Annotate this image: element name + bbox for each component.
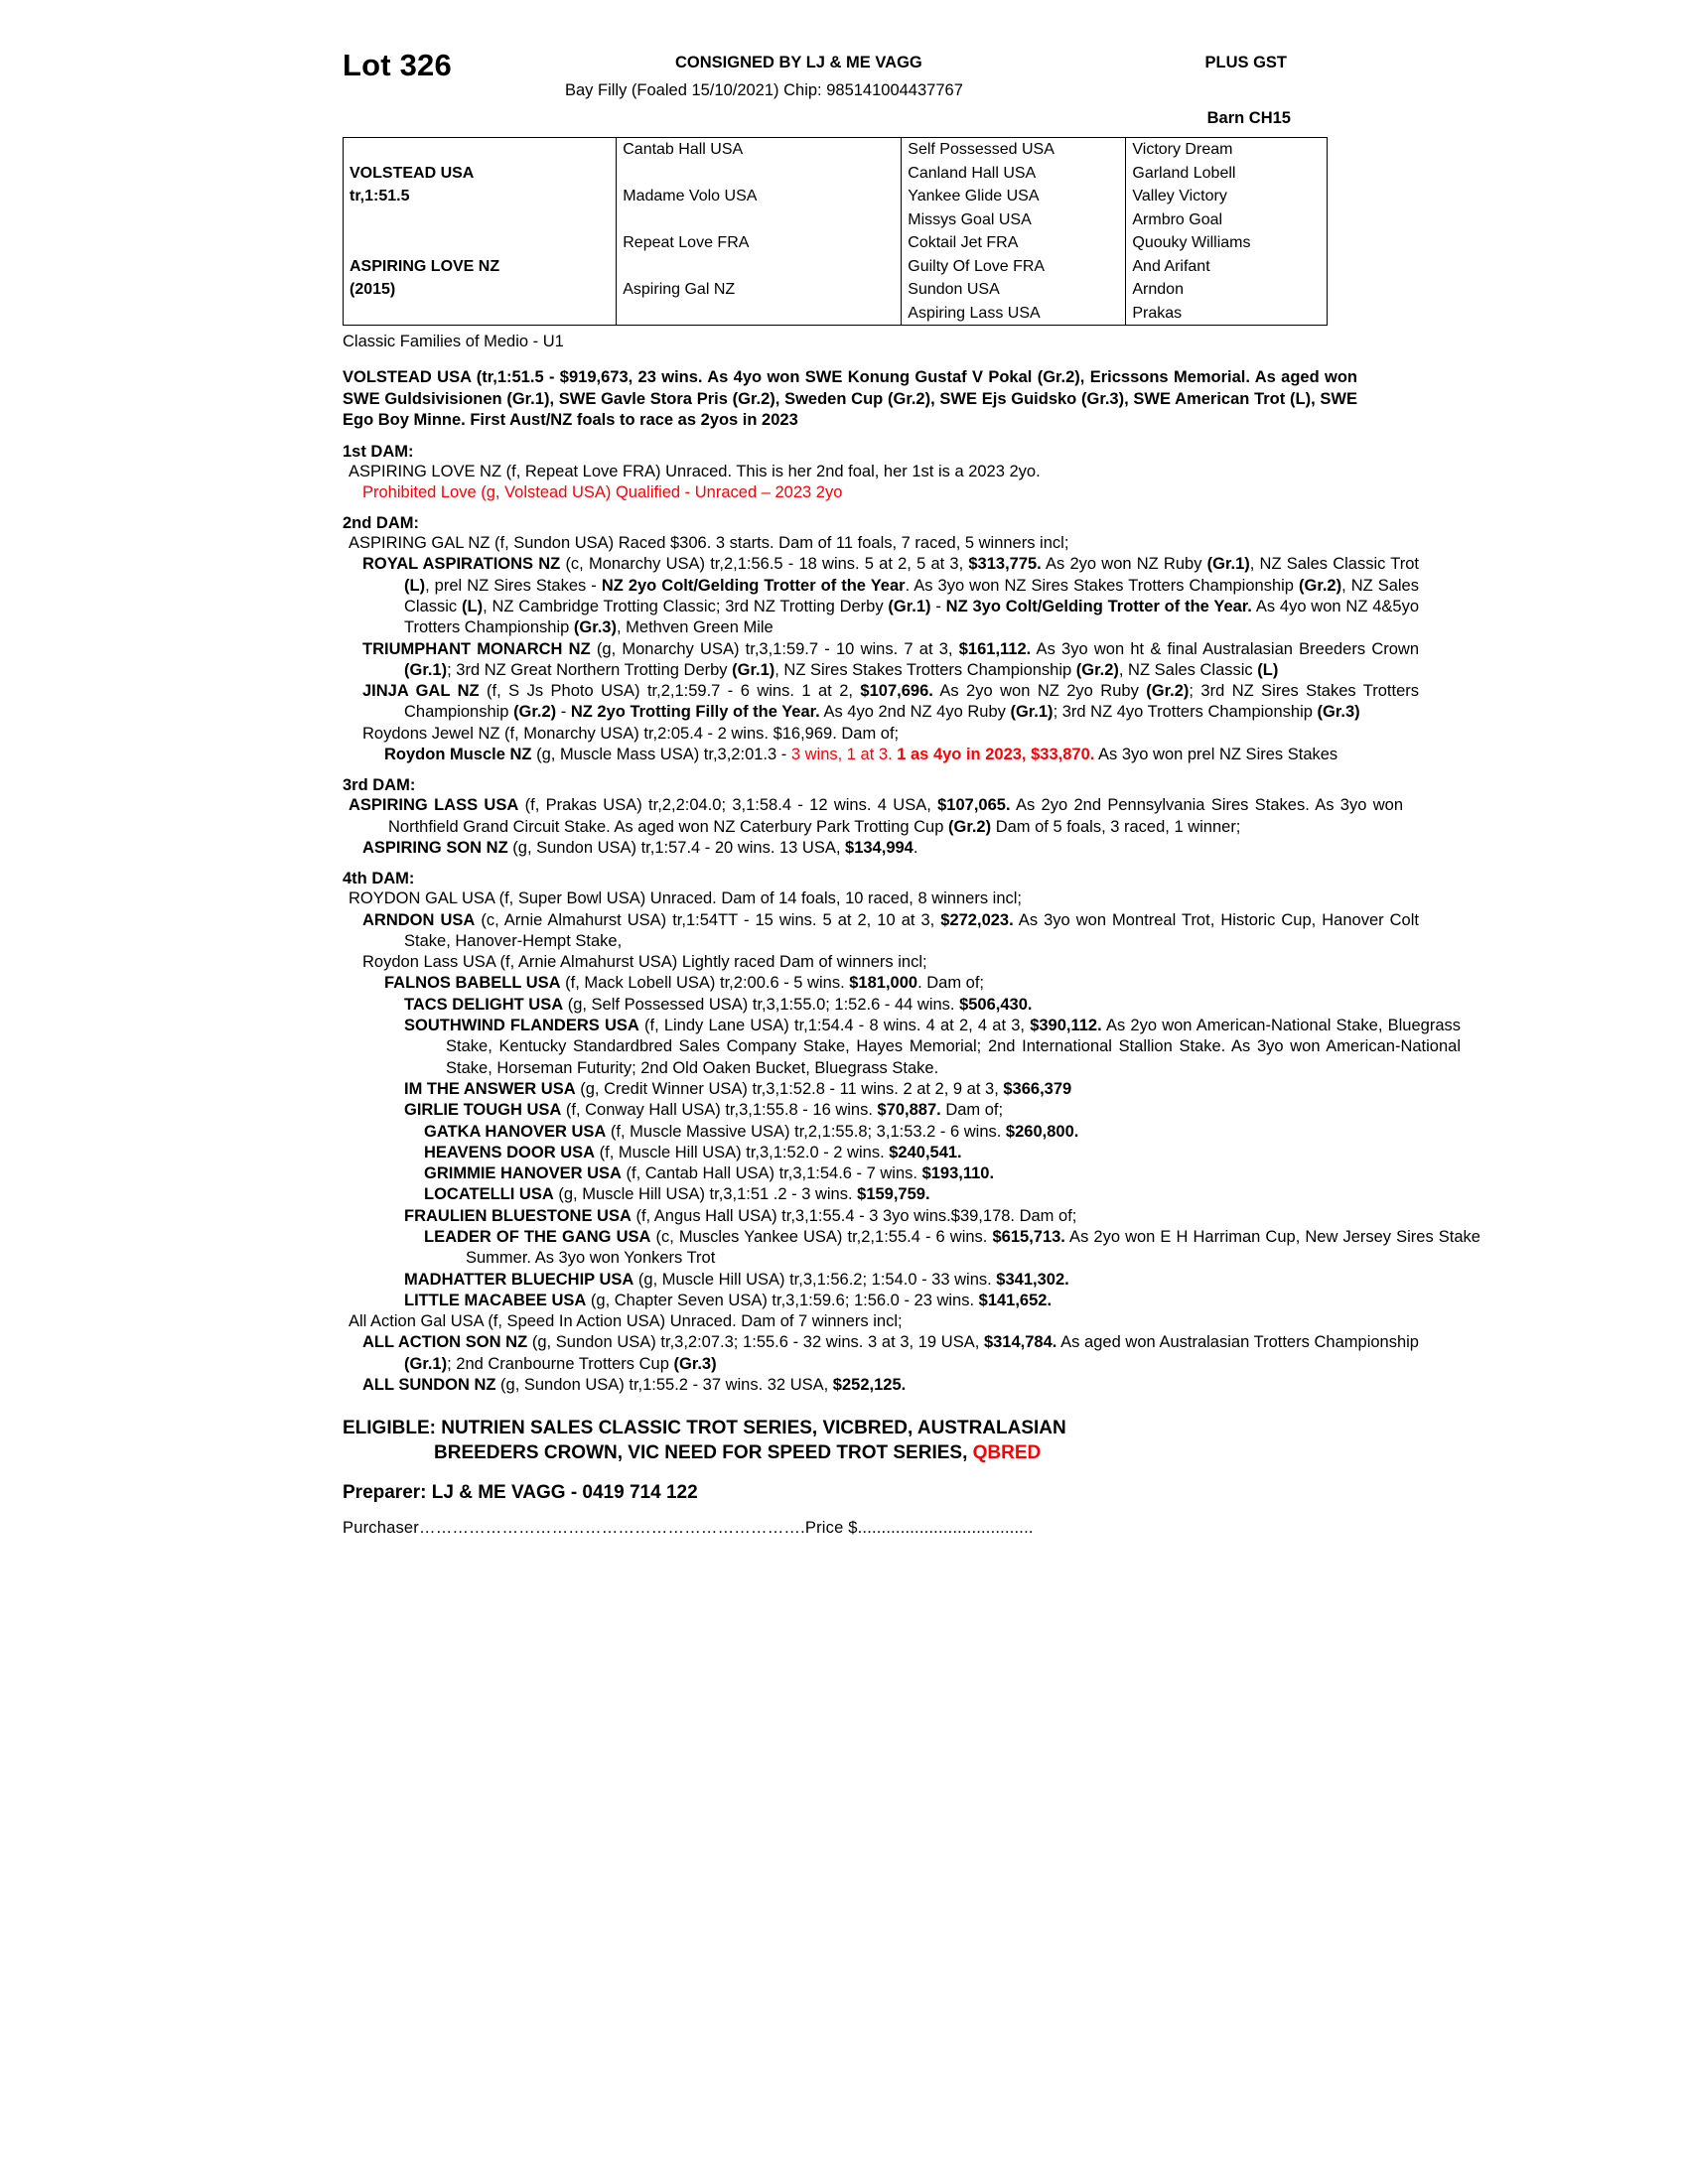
entry-text: . As 3yo won NZ Sires Stakes Trotters Championship (905, 576, 1299, 595)
entry-text: (Gr.3) (573, 618, 617, 637)
entry-text: - (930, 597, 946, 615)
pedigree-entry (343, 838, 1377, 859)
entry-text: (f, S Js Photo USA) tr,2,1:59.7 - 6 wins. 1 at 2, (479, 682, 861, 701)
pedigree-cell: Prakas (1126, 302, 1327, 326)
pedigree-cell: Garland Lobell (1126, 162, 1327, 186)
entry-text: Roydon Lass USA (f, Arnie Almahurst USA) Lightly raced Dam of winners incl; (362, 953, 927, 972)
pedigree-entry (343, 1375, 1419, 1396)
pedigree-entry (343, 973, 1441, 994)
entry-text: FRAULIEN BLUESTONE USA (404, 1206, 632, 1225)
pedigree-entry (343, 952, 1377, 973)
pedigree-cell: And Arifant (1126, 255, 1327, 279)
entry-text: $252,125. (832, 1376, 907, 1395)
pedigree-table (343, 137, 1328, 326)
entry-text: (f, Lindy Lane USA) tr,1:54.4 - 8 wins. 4 at 2, 4 at 3, (638, 1017, 1031, 1035)
entry-text: GRIMMIE HANOVER USA (424, 1164, 622, 1183)
entry-text: (f, Angus Hall USA) tr,3,1:55.4 - 3 3yo wins. (631, 1206, 951, 1225)
sire-performance-blurb: VOLSTEAD USA (tr,1:51.5 - $919,673, 23 wins. As 4yo won SWE Konung Gustaf V Pokal (Gr.2), Ericssons Memorial. As aged won SWE Guldsivisionen (Gr.1), SWE Gavle Stora Pris (Gr.2), Sweden Cup (Gr.2), SWE Ejs Guidsko (Gr.3), SWE American Trot (L), SWE Ego Boy Minne. First Aust/NZ foals to race as 2yos in 2023 (343, 368, 1357, 429)
entry-text: (Gr.2) (1146, 682, 1190, 701)
pedigree-cell: Arndon (1126, 278, 1327, 302)
pedigree-cell (617, 302, 902, 326)
entry-text: As 3yo won Montreal Trot, Historic Cup, Hanover Colt Stake, Hanover-Hempt Stake, (404, 910, 1419, 950)
table-row (344, 162, 1327, 186)
dam-heading: 3rd DAM: (343, 776, 416, 795)
entry-text: ; 3rd NZ 4yo Trotters Championship (1053, 703, 1318, 722)
entry-text: ASPIRING LASS USA (349, 796, 519, 815)
entry-text: As aged won Australasian Trotters Championship (1056, 1333, 1419, 1352)
table-row (344, 138, 1327, 162)
pedigree-cell: Valley Victory (1126, 185, 1327, 208)
classic-families-line: Classic Families of Medio - U1 (343, 333, 564, 350)
entry-text: $366,379 (1003, 1079, 1072, 1098)
entry-text: (g, Muscle Hill USA) tr,3,1:56.2; 1:54.0 - 33 wins. (633, 1270, 997, 1289)
entry-text: ; 3rd NZ Great Northern Trotting Derby (447, 660, 733, 679)
entry-text: TACS DELIGHT USA (404, 995, 564, 1014)
entry-text: $33,870. (1026, 746, 1095, 764)
entry-text: $159,759. (857, 1185, 930, 1204)
preparer-line: Preparer: LJ & ME VAGG - 0419 714 122 (343, 1482, 698, 1504)
plus-gst-label: PLUS GST (1204, 54, 1287, 71)
entry-text: LOCATELLI USA (424, 1185, 554, 1204)
entry-text: As 2yo 2nd Pennsylvania Sires Stakes. As 3yo won Northfield Grand Circuit Stake. As aged won NZ Caterbury Park Trotting Cup (388, 796, 1403, 836)
entry-text: , NZ Cambridge Trotting Classic; 3rd NZ Trotting Derby (483, 597, 889, 615)
pedigree-cell (617, 162, 902, 186)
entry-text: ROYDON GAL USA (f, Super Bowl USA) Unraced. Dam of 14 foals, 10 raced, 8 winners incl; (349, 889, 1022, 908)
pedigree-sire-cell (344, 138, 617, 162)
pedigree-entry (343, 1079, 1461, 1100)
entry-text: (Gr.3) (1317, 703, 1360, 722)
pedigree-entry (343, 639, 1419, 682)
entry-text: $390,112. (1030, 1017, 1102, 1035)
pedigree-cell: Yankee Glide USA (902, 185, 1126, 208)
entry-text: (g, Muscle Hill USA) tr,3,1:51 .2 - 3 wins. (553, 1185, 858, 1204)
entry-text: , NZ Sales Classic (1118, 660, 1258, 679)
entry-text: (Gr.1) (888, 597, 931, 615)
pedigree-cell: Aspiring Gal NZ (617, 278, 902, 302)
entry-text: GATKA HANOVER USA (424, 1122, 607, 1141)
pedigree-entry (343, 1270, 1461, 1291)
entry-text: $260,800. (1005, 1122, 1079, 1141)
pedigree-entry (343, 1163, 1480, 1184)
entry-text: Prohibited Love (g, Volstead USA) Qualified - Unraced – 2023 2yo (362, 482, 843, 501)
entry-text: (Gr.1) (732, 660, 775, 679)
pedigree-spacer-cell (344, 231, 617, 255)
dam-year: (2015) (350, 281, 396, 298)
dam-heading: 2nd DAM: (343, 514, 419, 533)
entry-text: ASPIRING GAL NZ (349, 534, 491, 553)
entry-text: , Methven Green Mile (616, 618, 774, 637)
entry-text: LEADER OF THE GANG USA (424, 1228, 651, 1246)
entry-text: (L) (1257, 660, 1279, 679)
eligibility-block (343, 1416, 1357, 1465)
pedigree-entry (343, 533, 1363, 554)
entry-text: Dam of; (940, 1101, 1004, 1120)
entry-text: ROYAL ASPIRATIONS NZ (362, 555, 561, 574)
entry-text: , prel NZ Sires Stakes - (425, 576, 602, 595)
qbred-badge: QBRED (972, 1442, 1042, 1464)
entry-text: $240,541. (889, 1143, 962, 1161)
entry-text: NZ 2yo Trotting Filly of the Year. (570, 703, 820, 722)
pedigree-entry (343, 910, 1419, 953)
sire-name: VOLSTEAD USA (350, 164, 475, 182)
pedigree-cell: Victory Dream (1126, 138, 1327, 162)
pedigree-cell: Aspiring Lass USA (902, 302, 1126, 326)
entry-text: (g, Sundon USA) tr,1:57.4 - 20 wins. 13 USA, (507, 838, 846, 857)
entry-text: , NZ Sales Classic (404, 576, 1419, 615)
entry-text: NZ 3yo Colt/Gelding Trotter of the Year. (945, 597, 1252, 615)
entry-text: . Dam of; (917, 974, 985, 993)
table-row (344, 185, 1327, 208)
entry-text: GIRLIE TOUGH USA (404, 1101, 562, 1120)
pedigree-cell: Missys Goal USA (902, 208, 1126, 232)
pedigree-entry (343, 482, 1377, 503)
entry-text: (Gr.2) (1298, 576, 1342, 595)
entry-text: ; 3rd NZ Sires Stakes Trotters Championship (404, 682, 1420, 722)
pedigree-entry (343, 1143, 1480, 1163)
pedigree-entry (343, 1122, 1480, 1143)
entry-text: $134,994 (845, 838, 914, 857)
entry-text: (g, Chapter Seven USA) tr,3,1:59.6; 1:56.0 - 23 wins. (586, 1291, 979, 1309)
entry-text: (L) (404, 576, 426, 595)
pedigree-cell: Self Possessed USA (902, 138, 1126, 162)
entry-text: (g, Monarchy USA) tr,3,1:59.7 - 10 wins. 7 at 3, (590, 639, 959, 658)
pedigree-entry (343, 1184, 1480, 1205)
entry-text: , NZ Sires Stakes Trotters Championship (774, 660, 1076, 679)
pedigree-entry (343, 554, 1419, 638)
entry-text: (g, Muscle Mass USA) tr,3,2:01.3 - (531, 746, 791, 764)
entry-text: JINJA GAL NZ (362, 682, 480, 701)
entry-text: $615,713. (992, 1228, 1065, 1246)
entry-text: Roydons Jewel NZ (f, Monarchy USA) tr,2:05.4 - 2 wins. $16,969. Dam of; (362, 724, 900, 743)
pedigree-entry (343, 1100, 1461, 1121)
pedigree-entry (343, 745, 1441, 765)
horse-description: Bay Filly (Foaled 15/10/2021) Chip: 985141004437767 (565, 81, 963, 99)
entry-text: ALL ACTION SON NZ (362, 1333, 528, 1352)
entry-text: (L) (462, 597, 484, 615)
pedigree-entry (343, 1206, 1461, 1227)
entry-text: HEAVENS DOOR USA (424, 1143, 596, 1161)
entry-text: 1 as 4yo in 2023, (897, 746, 1027, 764)
entry-text: FALNOS BABELL USA (384, 974, 561, 993)
eligibility-line-1: ELIGIBLE: NUTRIEN SALES CLASSIC TROT SERIES, VICBRED, AUSTRALASIAN (343, 1418, 1066, 1439)
entry-text: (c, Arnie Almahurst USA) tr,1:54TT - 15 wins. 5 at 2, 10 at 3, (475, 910, 941, 929)
entry-text: As 2yo won E H Harriman Cup, New Jersey Sires Stake Summer. As 3yo won Yonkers Trot (466, 1228, 1480, 1268)
entry-text: ASPIRING SON NZ (362, 838, 508, 857)
entry-text: (Gr.3) (673, 1354, 717, 1373)
entry-text: $39,178. Dam of; (950, 1206, 1077, 1225)
entry-text: $141,652. (978, 1291, 1053, 1309)
pedigree-entry (343, 462, 1363, 482)
consignor-line: CONSIGNED BY LJ & ME VAGG (675, 54, 922, 71)
eligibility-line-2-text: BREEDERS CROWN, VIC NEED FOR SPEED TROT SERIES, (434, 1442, 973, 1464)
page-header (343, 44, 1360, 129)
dam-heading: 4th DAM: (343, 870, 415, 888)
entry-text: (Gr.2) (513, 703, 557, 722)
entry-text: (f, Mack Lobell USA) tr,2:00.6 - 5 wins. (560, 974, 850, 993)
entry-text: $107,696. (860, 682, 933, 701)
pedigree-spacer-cell (344, 208, 617, 232)
pedigree-spacer-cell (344, 302, 617, 326)
dam-sections (343, 442, 1480, 1397)
entry-text: 3 wins, 1 at 3. (790, 746, 898, 764)
entry-text: TRIUMPHANT MONARCH NZ (362, 639, 591, 658)
pedigree-entry (343, 1332, 1419, 1375)
entry-text: ALL SUNDON NZ (362, 1376, 496, 1395)
entry-text: - (556, 703, 571, 722)
entry-text: Roydon Muscle NZ (384, 746, 532, 764)
entry-text: (g, Self Possessed USA) tr,3,1:55.0; 1:52.6 - 44 wins. (563, 995, 960, 1014)
entry-text: . (913, 838, 918, 857)
pedigree-cell: Coktail Jet FRA (902, 231, 1126, 255)
entry-text: (f, Conway Hall USA) tr,3,1:55.8 - 16 wins. (561, 1101, 878, 1120)
entry-text: NZ 2yo Colt/Gelding Trotter of the Year (601, 576, 906, 595)
table-row (344, 255, 1327, 279)
table-row (344, 278, 1327, 302)
entry-text: $272,023. (940, 910, 1014, 929)
entry-text: (f, Sundon USA) Raced $306. 3 starts. Dam of 11 foals, 7 raced, 5 winners incl; (490, 534, 1069, 553)
entry-text: (g, Sundon USA) tr,3,2:07.3; 1:55.6 - 32 wins. 3 at 3, 19 USA, (527, 1333, 984, 1352)
entry-text: (Gr.1) (404, 1354, 448, 1373)
entry-text: (Gr.1) (1010, 703, 1054, 722)
entry-text: , NZ Sales Classic Trot (1249, 555, 1419, 574)
purchaser-line: Purchaser…………………………………………………………….Price $..................................... (343, 1519, 1034, 1538)
entry-text: IM THE ANSWER USA (404, 1079, 576, 1098)
entry-text: (f, Muscle Hill USA) tr,3,1:52.0 - 2 wins. (595, 1143, 890, 1161)
entry-text: MADHATTER BLUECHIP USA (404, 1270, 634, 1289)
pedigree-entry (343, 724, 1377, 745)
entry-text: $107,065. (937, 796, 1011, 815)
pedigree-cell: Cantab Hall USA (617, 138, 902, 162)
entry-text: Dam of 5 foals, 3 raced, 1 winner; (991, 817, 1241, 836)
entry-text: All Action Gal USA (f, Speed In Action USA) Unraced. Dam of 7 winners incl; (349, 1312, 903, 1331)
pedigree-cell: Canland Hall USA (902, 162, 1126, 186)
entry-text: $506,430. (959, 995, 1033, 1014)
entry-text: (f, Muscle Massive USA) tr,2,1:55.8; 3,1:53.2 - 6 wins. (606, 1122, 1006, 1141)
entry-text: As 4yo won NZ 4&5yo Trotters Championship (404, 597, 1419, 637)
barn-label: Barn CH15 (1206, 109, 1291, 127)
entry-text: (Gr.1) (1206, 555, 1250, 574)
entry-text: As 2yo won American-National Stake, Bluegrass Stake, Kentucky Standardbred Sales Company Stake, Hayes Memorial; 2nd International Stallion Stake. As 3yo won American-National Stake, Horseman Futurity; 2nd Old Oaken Bucket, Bluegrass Stake. (446, 1017, 1462, 1077)
pedigree-entry (343, 1311, 1363, 1332)
entry-text: $181,000 (849, 974, 918, 993)
lot-number: Lot 326 (343, 48, 452, 82)
entry-text: (f, Repeat Love FRA) Unraced. This is her 2nd foal, her 1st is a 2023 2yo. (501, 462, 1041, 480)
entry-text: As 2yo won NZ Ruby (1041, 555, 1207, 574)
entry-text: $341,302. (996, 1270, 1069, 1289)
dam-name: ASPIRING LOVE NZ (350, 257, 500, 275)
pedigree-cell: Quouky Williams (1126, 231, 1327, 255)
entry-text: (c, Monarchy USA) tr,2,1:56.5 - 18 wins. 5 at 2, 5 at 3, (560, 555, 969, 574)
pedigree-cell: Repeat Love FRA (617, 231, 902, 255)
pedigree-cell: Madame Volo USA (617, 185, 902, 208)
sire-record: tr,1:51.5 (350, 188, 410, 205)
entry-text: (g, Credit Winner USA) tr,3,1:52.8 - 11 wins. 2 at 2, 9 at 3, (575, 1079, 1004, 1098)
entry-text: $161,112. (958, 639, 1032, 658)
entry-text: $313,775. (968, 555, 1042, 574)
entry-text: (Gr.2) (948, 817, 992, 836)
entry-text: (f, Cantab Hall USA) tr,3,1:54.6 - 7 wins. (621, 1164, 922, 1183)
entry-text: (c, Muscles Yankee USA) tr,2,1:55.4 - 6 wins. (650, 1228, 993, 1246)
pedigree-entry (343, 1227, 1480, 1270)
pedigree-cell: Guilty Of Love FRA (902, 255, 1126, 279)
entry-text: $70,887. (877, 1101, 941, 1120)
table-row (344, 208, 1327, 232)
entry-text: (Gr.1) (404, 660, 448, 679)
entry-text: ASPIRING LOVE NZ (349, 462, 502, 480)
dam-heading: 1st DAM: (343, 442, 414, 461)
pedigree-entry (343, 795, 1403, 838)
pedigree-entry (343, 995, 1461, 1016)
entry-text: ; 2nd Cranbourne Trotters Cup (447, 1354, 674, 1373)
entry-text: SOUTHWIND FLANDERS USA (404, 1017, 639, 1035)
table-row (344, 231, 1327, 255)
pedigree-entry (343, 1016, 1461, 1079)
entry-text: LITTLE MACABEE USA (404, 1291, 587, 1309)
pedigree-cell (617, 208, 902, 232)
entry-text: (g, Sundon USA) tr,1:55.2 - 37 wins. 32 USA, (495, 1376, 833, 1395)
pedigree-entry (343, 681, 1419, 724)
eligibility-line-2 (343, 1440, 1357, 1465)
entry-text: (Gr.2) (1075, 660, 1119, 679)
pedigree-cell (617, 255, 902, 279)
entry-text: As 4yo 2nd NZ 4yo Ruby (819, 703, 1011, 722)
entry-text: (f, Prakas USA) tr,2,2:04.0; 3,1:58.4 - 12 wins. 4 USA, (518, 796, 938, 815)
pedigree-entry (343, 888, 1363, 909)
pedigree-entry (343, 1291, 1461, 1311)
entry-text: ARNDON USA (362, 910, 476, 929)
entry-text: $314,784. (983, 1333, 1057, 1352)
entry-text: $193,110. (921, 1164, 995, 1183)
table-row (344, 302, 1327, 326)
pedigree-cell: Armbro Goal (1126, 208, 1327, 232)
pedigree-cell: Sundon USA (902, 278, 1126, 302)
entry-text: As 3yo won prel NZ Sires Stakes (1094, 746, 1338, 764)
entry-text: As 2yo won NZ 2yo Ruby (932, 682, 1147, 701)
entry-text: As 3yo won ht & final Australasian Breeders Crown (1031, 639, 1419, 658)
